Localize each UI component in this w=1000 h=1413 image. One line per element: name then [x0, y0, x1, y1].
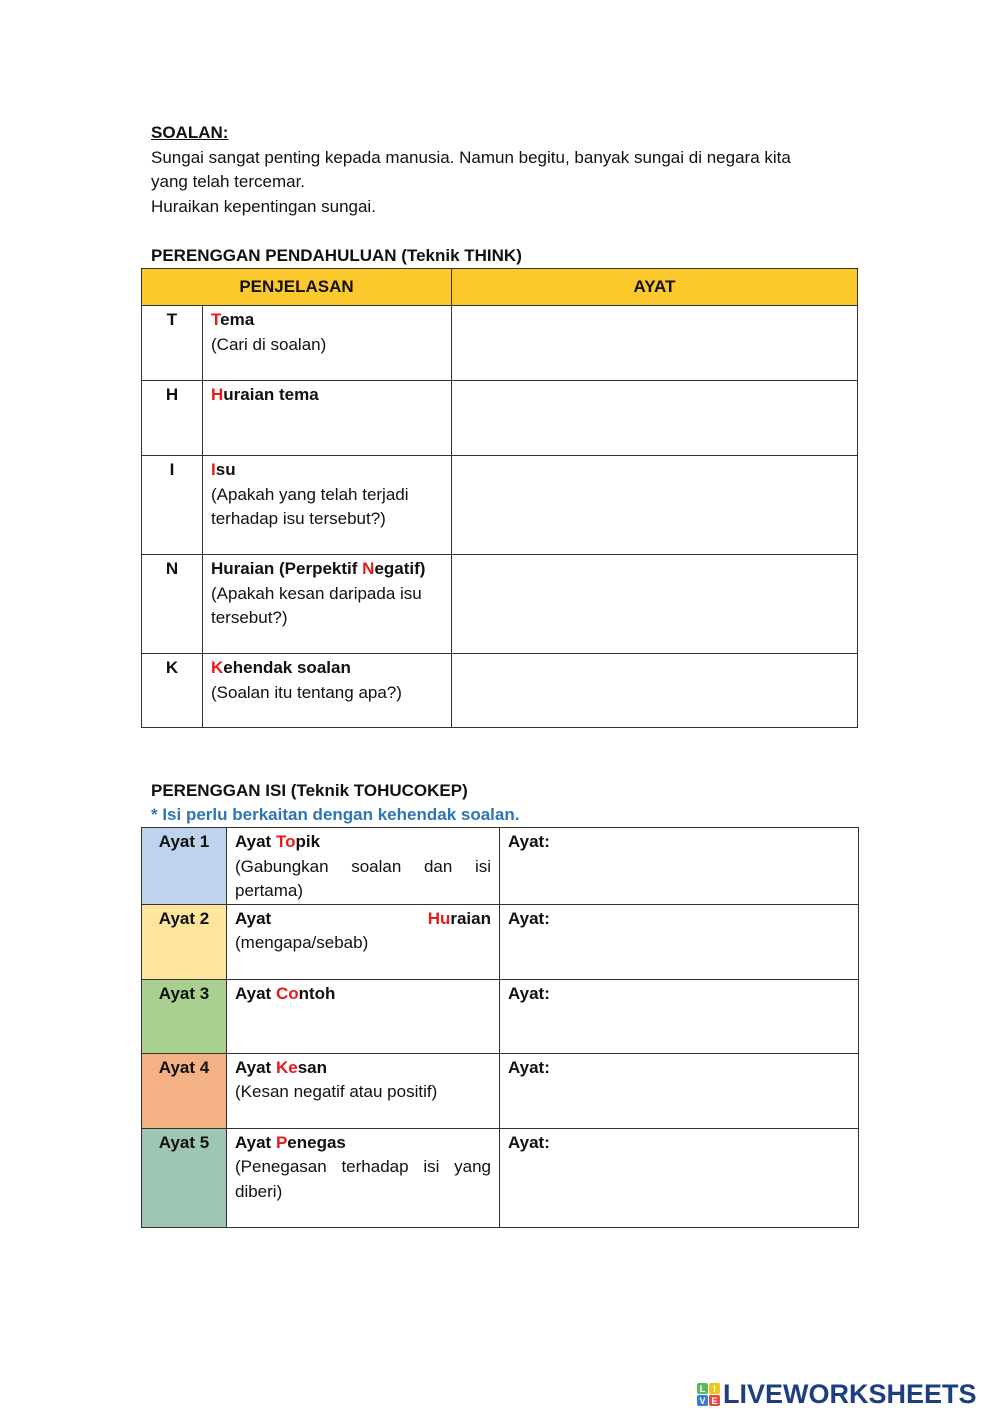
- type-suffix: pik: [295, 832, 321, 851]
- term-prefix: Huraian (Perpektif: [211, 559, 363, 578]
- tohucokep-row: [142, 1128, 859, 1227]
- tohucokep-row: [142, 904, 859, 979]
- col-header-sentence: AYAT: [452, 269, 858, 306]
- sentence-description: [227, 904, 500, 979]
- think-row: [142, 381, 858, 456]
- sentence-type: [235, 907, 491, 932]
- sentence-answer-cell[interactable]: [500, 979, 859, 1053]
- term-suffix: uraian tema: [223, 385, 319, 404]
- tohucokep-row: [142, 1053, 859, 1128]
- sentence-label: Ayat 2: [142, 904, 227, 979]
- think-row: [142, 306, 858, 381]
- answer-label: Ayat:: [508, 1132, 550, 1152]
- term-suffix: egatif): [374, 559, 426, 578]
- type-prefix: Ayat: [235, 1057, 276, 1077]
- logo-cube-letter: L: [697, 1383, 708, 1394]
- sentence-answer-cell[interactable]: [500, 904, 859, 979]
- term-highlight: I: [211, 460, 216, 479]
- sentence-note: (Kesan negatif atau positif): [235, 1082, 438, 1101]
- type-highlight: To: [275, 832, 296, 851]
- type-highlight: P: [275, 1132, 288, 1152]
- term-suffix: ema: [220, 310, 255, 329]
- sentence-description: [227, 1053, 500, 1128]
- think-description: [203, 654, 452, 728]
- think-note: (Soalan itu tentang apa?): [211, 682, 402, 702]
- type-suffix: san: [297, 1057, 327, 1077]
- type-prefix: Ayat: [235, 832, 276, 851]
- question-line-2: yang telah tercemar.: [151, 172, 306, 191]
- question-line-3: Huraikan kepentingan sungai.: [151, 197, 376, 216]
- think-answer-cell[interactable]: [452, 456, 858, 555]
- body-title: PERENGGAN ISI (Teknik TOHUCOKEP): [151, 781, 468, 800]
- sentence-answer-cell[interactable]: [500, 1053, 859, 1128]
- type-suffix: enegas: [287, 1132, 346, 1152]
- sentence-note: (Penegasan terhadap isi yang diberi): [235, 1157, 491, 1201]
- type-suffix: ntoh: [298, 983, 336, 1003]
- col-header-explanation: PENJELASAN: [142, 269, 452, 306]
- type-prefix: Ayat: [235, 983, 276, 1003]
- sentence-description: [227, 1128, 500, 1227]
- question-heading: SOALAN:: [151, 123, 229, 142]
- sentence-answer-cell[interactable]: [500, 828, 859, 905]
- think-answer-cell[interactable]: [452, 555, 858, 654]
- think-description: [203, 456, 452, 555]
- think-table: [141, 268, 858, 728]
- think-answer-cell[interactable]: [452, 381, 858, 456]
- term-suffix: su: [215, 460, 236, 479]
- logo-cube-icon: [697, 1383, 720, 1406]
- think-letter: H: [142, 381, 203, 456]
- answer-label: Ayat:: [508, 1057, 550, 1077]
- answer-label: Ayat:: [508, 832, 550, 851]
- type-highlight: Co: [275, 983, 299, 1003]
- type-highlight: Ke: [275, 1057, 298, 1077]
- sentence-type: [235, 982, 491, 1007]
- sentence-label: Ayat 4: [142, 1053, 227, 1128]
- answer-label: Ayat:: [508, 908, 550, 928]
- question-line-1: Sungai sangat penting kepada manusia. Namun begitu, banyak sungai di negara kita: [151, 148, 791, 167]
- sentence-label: Ayat 1: [142, 828, 227, 905]
- think-term: [211, 308, 443, 333]
- think-term: [211, 458, 443, 483]
- type-prefix: Ayat: [235, 908, 272, 928]
- sentence-description: [227, 828, 500, 905]
- think-letter: N: [142, 555, 203, 654]
- think-note: (Apakah yang telah terjadi terhadap isu tersebut?): [211, 484, 409, 528]
- term-highlight: H: [211, 385, 224, 404]
- think-letter: I: [142, 456, 203, 555]
- think-letter: K: [142, 654, 203, 728]
- think-term: [211, 383, 443, 408]
- think-note: (Cari di soalan): [211, 334, 327, 354]
- term-highlight: T: [211, 310, 221, 329]
- logo-cube-letter: V: [697, 1395, 708, 1406]
- sentence-type: [235, 1056, 491, 1081]
- tohucokep-row: [142, 979, 859, 1053]
- think-answer-cell[interactable]: [452, 654, 858, 728]
- think-term: [211, 557, 443, 582]
- liveworksheets-logo: [697, 1379, 977, 1410]
- think-row: [142, 555, 858, 654]
- body-note: * Isi perlu berkaitan dengan kehendak soalan.: [151, 805, 520, 824]
- think-description: [203, 381, 452, 456]
- type-suffix: raian: [450, 908, 491, 928]
- term-highlight: N: [362, 559, 375, 578]
- sentence-note: (mengapa/sebab): [235, 933, 369, 952]
- type-prefix: Ayat: [235, 1132, 276, 1152]
- tohucokep-table: [141, 827, 859, 1228]
- logo-cube-letter: I: [709, 1383, 720, 1394]
- type-highlight: Hu: [427, 908, 451, 928]
- think-description: [203, 306, 452, 381]
- tohucokep-row: [142, 828, 859, 905]
- sentence-type: [235, 830, 491, 855]
- sentence-type: [235, 1131, 491, 1156]
- logo-cube-letter: E: [709, 1395, 720, 1406]
- sentence-answer-cell[interactable]: [500, 1128, 859, 1227]
- logo-text: LIVEWORKSHEETS: [723, 1379, 977, 1409]
- think-letter: T: [142, 306, 203, 381]
- think-row: [142, 456, 858, 555]
- think-term: [211, 656, 443, 681]
- think-row: [142, 654, 858, 728]
- sentence-label: Ayat 5: [142, 1128, 227, 1227]
- think-note: (Apakah kesan daripada isu tersebut?): [211, 583, 422, 627]
- think-description: [203, 555, 452, 654]
- sentence-description: [227, 979, 500, 1053]
- answer-label: Ayat:: [508, 983, 550, 1003]
- sentence-note: (Gabungkan soalan dan isi pertama): [235, 856, 491, 900]
- term-highlight: K: [211, 658, 224, 677]
- sentence-label: Ayat 3: [142, 979, 227, 1053]
- think-answer-cell[interactable]: [452, 306, 858, 381]
- term-suffix: ehendak soalan: [223, 658, 351, 677]
- intro-title: PERENGGAN PENDAHULUAN (Teknik THINK): [151, 246, 522, 265]
